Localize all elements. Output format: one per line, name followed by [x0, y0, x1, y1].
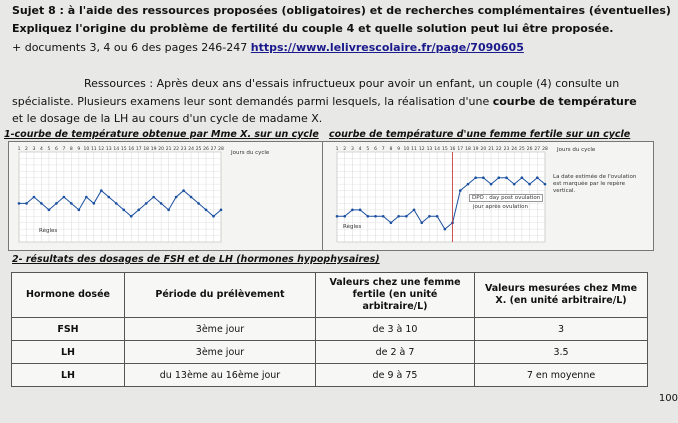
- subject-line: Sujet 8 : à l'aide des ressources proposées (obligatoires) et de recherches complémentaires (éventuelles): [12, 4, 671, 17]
- results-title: 2- résultats des dosages de FSH et de LH (hormones hypophysaires): [12, 254, 380, 265]
- left-chart-title: 1-courbe de température obtenue par Mme X. sur un cycle: [4, 129, 319, 140]
- resources-line-3: [12, 112, 322, 125]
- temperature-point: [420, 221, 423, 224]
- cell-measured: 3: [475, 318, 648, 341]
- temperature-point: [115, 202, 118, 205]
- temperature-point: [505, 176, 508, 179]
- temperature-point: [48, 209, 51, 212]
- right-axis-label: Jours du cycle: [557, 147, 596, 153]
- day-tick-label: 26: [526, 147, 533, 152]
- temperature-point: [18, 202, 21, 205]
- temperature-point: [40, 202, 43, 205]
- day-tick-label: 22: [173, 147, 179, 152]
- temperature-point: [428, 215, 431, 218]
- day-tick-label: 7: [62, 147, 66, 152]
- temperature-point: [160, 202, 163, 205]
- table-row: [12, 364, 648, 387]
- resources-text-1: Ressources : Après deux ans d'essais infructueux pour avoir un enfant, un couple (4) consulte un: [84, 77, 620, 90]
- table-row: [12, 318, 648, 341]
- header-period: Période du prélèvement: [125, 273, 316, 318]
- resource-link[interactable]: https://www.lelivrescolaire.fr/page/7090605: [250, 41, 524, 54]
- day-tick-label: 22: [495, 147, 502, 152]
- temperature-point: [70, 202, 73, 205]
- day-tick-label: 14: [113, 147, 120, 152]
- day-tick-label: 27: [210, 147, 217, 152]
- cell-hormone: FSH: [12, 318, 125, 341]
- day-tick-label: 13: [105, 147, 112, 152]
- right-chart-panel: [322, 141, 654, 251]
- temperature-point: [336, 215, 339, 218]
- cell-measured: 7 en moyenne: [475, 364, 648, 387]
- temperature-point: [145, 202, 148, 205]
- left-regles-label: Règles: [39, 228, 58, 234]
- cell-fertile: de 2 à 7: [316, 341, 475, 364]
- day-tick-label: 7: [381, 147, 385, 152]
- dpo-sublabel: jour après ovulation: [473, 204, 528, 210]
- temperature-point: [197, 202, 200, 205]
- table-row: [12, 341, 648, 364]
- temperature-point: [490, 183, 493, 186]
- cell-measured: 3.5: [475, 341, 648, 364]
- resources-line-1: [84, 77, 619, 90]
- temperature-point: [374, 215, 377, 218]
- temperature-point: [467, 183, 470, 186]
- temperature-point: [513, 183, 516, 186]
- temperature-point: [474, 176, 477, 179]
- cell-fertile: de 9 à 75: [316, 364, 475, 387]
- day-tick-label: 2: [25, 147, 28, 152]
- temperature-point: [85, 196, 88, 199]
- temperature-point: [93, 202, 96, 205]
- day-tick-label: 1: [17, 147, 21, 152]
- temperature-point: [544, 183, 547, 186]
- documents-prefix: + documents 3, 4 ou 6 des pages 246-247: [12, 41, 251, 54]
- day-tick-label: 24: [511, 147, 518, 152]
- temperature-point: [497, 176, 500, 179]
- temperature-point: [459, 189, 462, 192]
- day-tick-label: 21: [165, 147, 172, 152]
- temperature-point: [413, 209, 416, 212]
- temperature-point: [482, 176, 485, 179]
- temperature-point: [382, 215, 385, 218]
- day-tick-label: 9: [77, 147, 81, 152]
- day-tick-label: 12: [418, 147, 425, 152]
- resources-text-2: spécialiste. Plusieurs examens leur sont demandés parmi lesquels, la réalisation d'une: [12, 95, 493, 108]
- day-tick-label: 16: [449, 147, 456, 152]
- cell-period: du 13ème au 16ème jour: [125, 364, 316, 387]
- day-tick-label: 4: [40, 147, 43, 152]
- temperature-point: [536, 176, 539, 179]
- cell-period: 3ème jour: [125, 341, 316, 364]
- header-hormone: Hormone dosée: [12, 273, 125, 318]
- day-tick-label: 16: [128, 147, 135, 152]
- day-tick-label: 3: [350, 147, 354, 152]
- temperature-point: [521, 176, 524, 179]
- documents-line: [12, 41, 524, 54]
- temperature-point: [63, 196, 66, 199]
- temperature-point: [25, 202, 28, 205]
- right-regles-label: Règles: [343, 224, 362, 230]
- header-fertile-values: Valeurs chez une femme fertile (en unité arbitraire/L): [316, 273, 475, 318]
- cell-fertile: de 3 à 10: [316, 318, 475, 341]
- header-measured-values: Valeurs mesurées chez Mme X. (en unité arbitraire/L): [475, 273, 648, 318]
- day-tick-label: 19: [150, 147, 157, 152]
- day-tick-label: 20: [480, 147, 487, 152]
- temperature-point: [444, 228, 447, 231]
- temperature-point: [175, 196, 178, 199]
- left-chart-panel: [8, 141, 324, 251]
- day-tick-label: 6: [54, 147, 58, 152]
- day-tick-label: 9: [397, 147, 401, 152]
- temperature-point: [205, 209, 208, 212]
- question-line: Expliquez l'origine du problème de fertilité du couple 4 et quelle solution peut lui être proposée.: [12, 22, 614, 35]
- day-tick-label: 25: [519, 147, 525, 152]
- temperature-point: [100, 189, 103, 192]
- resources-highlight: courbe de température: [492, 95, 637, 108]
- temperature-point: [359, 209, 362, 212]
- day-tick-label: 21: [488, 147, 494, 152]
- day-tick-label: 10: [83, 147, 90, 152]
- temperature-point: [436, 215, 439, 218]
- temperature-point: [182, 189, 185, 192]
- day-tick-label: 28: [542, 147, 548, 152]
- temperature-point: [343, 215, 346, 218]
- day-tick-label: 18: [465, 147, 471, 152]
- day-tick-label: 28: [218, 147, 224, 152]
- day-tick-label: 23: [180, 147, 187, 152]
- day-tick-label: 15: [120, 147, 127, 152]
- right-chart-title: courbe de température d'une femme fertile sur un cycle: [329, 129, 631, 140]
- temperature-point: [528, 183, 531, 186]
- day-tick-label: 14: [434, 147, 441, 152]
- temperature-point: [152, 196, 155, 199]
- day-tick-label: 8: [69, 147, 73, 152]
- temperature-point: [137, 209, 140, 212]
- cell-hormone: LH: [12, 364, 125, 387]
- zoom-indicator: 100: [658, 393, 678, 404]
- temperature-point: [130, 215, 133, 218]
- day-tick-label: 3: [32, 147, 36, 152]
- left-axis-label: Jours du cycle: [231, 150, 270, 156]
- day-tick-label: 5: [47, 147, 51, 152]
- temperature-point: [167, 209, 170, 212]
- day-tick-label: 10: [403, 147, 410, 152]
- temperature-point: [220, 209, 223, 212]
- day-tick-label: 13: [426, 147, 433, 152]
- day-tick-label: 11: [411, 147, 417, 152]
- resources-line-2: [12, 95, 637, 108]
- day-tick-label: 1: [335, 147, 339, 152]
- dpo-label: DPO : day post ovulation: [469, 194, 543, 202]
- temperature-point: [55, 202, 58, 205]
- hormone-table: [11, 272, 648, 387]
- temperature-point: [367, 215, 370, 218]
- day-tick-label: 2: [343, 147, 347, 152]
- day-tick-label: 18: [143, 147, 150, 152]
- day-tick-label: 12: [98, 147, 105, 152]
- day-tick-label: 27: [534, 147, 541, 152]
- temperature-point: [107, 196, 110, 199]
- temperature-point: [78, 209, 81, 212]
- cell-hormone: LH: [12, 341, 125, 364]
- temperature-point: [390, 221, 393, 224]
- day-tick-label: 15: [441, 147, 448, 152]
- day-tick-label: 20: [158, 147, 165, 152]
- temperature-point: [397, 215, 400, 218]
- table-header-row: [12, 273, 648, 318]
- day-tick-label: 25: [195, 147, 202, 152]
- cell-period: 3ème jour: [125, 318, 316, 341]
- day-tick-label: 11: [90, 147, 97, 152]
- day-tick-label: 17: [457, 147, 464, 152]
- temperature-point: [212, 215, 215, 218]
- day-tick-label: 17: [135, 147, 142, 152]
- temperature-point: [122, 209, 125, 212]
- day-tick-label: 19: [472, 147, 479, 152]
- day-tick-label: 5: [366, 147, 370, 152]
- temperature-point: [405, 215, 408, 218]
- temperature-point: [351, 209, 354, 212]
- temperature-point: [190, 196, 193, 199]
- day-tick-label: 24: [188, 147, 194, 152]
- temperature-point: [33, 196, 36, 199]
- day-tick-label: 6: [374, 147, 377, 152]
- day-tick-label: 4: [358, 147, 362, 152]
- day-tick-label: 26: [203, 147, 209, 152]
- resources-text-3: et le dosage de la LH au cours d'un cycle de madame X.: [12, 112, 323, 125]
- day-tick-label: 8: [389, 147, 393, 152]
- day-tick-label: 23: [503, 147, 510, 152]
- ovulation-annotation: La date estimée de l'ovulation est marquée par le repère vertical.: [553, 174, 637, 194]
